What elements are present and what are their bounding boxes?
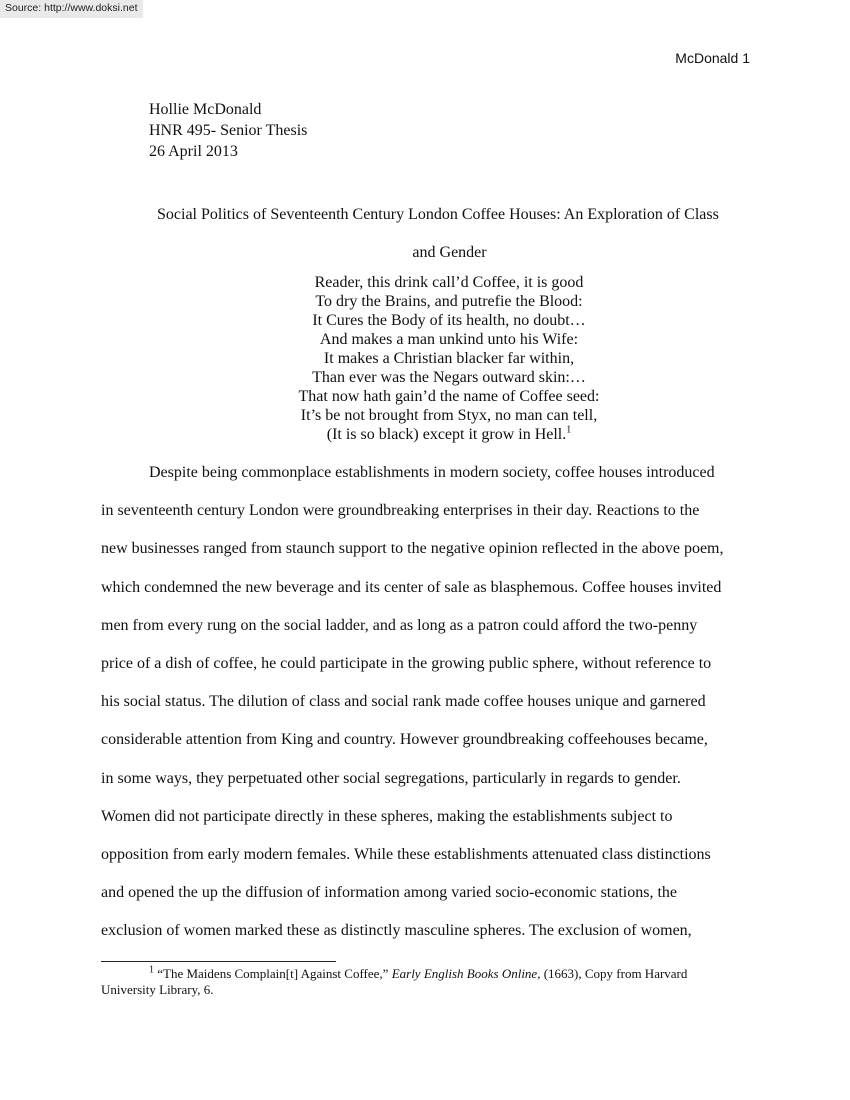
body-line: his social status. The dilution of class and social rank made coffee houses unique and garnered [101, 693, 706, 711]
poem-line: It’s be not brought from Styx, no man can tell, [300, 407, 598, 424]
body-line: considerable attention from King and country. However groundbreaking coffeehouses became, [101, 731, 708, 749]
title-line-1: Social Politics of Seventeenth Century London Coffee Houses: An Exploration of Class [157, 206, 719, 223]
footnote-title: “The Maidens Complain[t] Against Coffee,” [157, 966, 389, 981]
body-paragraph [101, 454, 797, 951]
body-line: new businesses ranged from staunch support to the negative opinion reflected in the above poem, [101, 540, 724, 558]
footnote-line-2: University Library, 6. [101, 982, 214, 997]
footnote-line-1 [101, 966, 797, 982]
body-line: in seventeenth century London were groundbreaking enterprises in their day. Reactions to the [101, 502, 700, 520]
poem-last-line-text: (It is so black) except it grow in Hell. [326, 426, 567, 443]
body-line: which condemned the new beverage and its center of sale as blasphemous. Coffee houses invited [101, 578, 722, 596]
course-name: HNR 495- Senior Thesis [149, 122, 308, 139]
body-line: men from every rung on the social ladder, and as long as a patron could afford the two-penny [101, 616, 698, 634]
body-line: in some ways, they perpetuated other social segregations, particularly in regards to gender. [101, 769, 681, 787]
source-banner: Source: http://www.doksi.net [0, 0, 143, 18]
poem-line: Than ever was the Negars outward skin:… [312, 369, 586, 386]
body-line: price of a dish of coffee, he could participate in the growing public sphere, without reference to [101, 655, 712, 673]
title-line-2: and Gender [412, 244, 487, 261]
body-line: and opened the up the diffusion of information among varied socio-economic stations, the [101, 884, 678, 902]
body-line: Women did not participate directly in these spheres, making the establishments subject to [101, 807, 673, 825]
footnote-source: Early English Books Online, [391, 966, 541, 981]
poem-line: It Cures the Body of its health, no doubt… [312, 312, 586, 329]
author-name: Hollie McDonald [149, 101, 262, 118]
epigraph-poem [101, 273, 797, 444]
paper-date: 26 April 2013 [149, 143, 238, 160]
poem-line: Reader, this drink call’d Coffee, it is good [314, 274, 584, 291]
poem-line: That now hath gain’d the name of Coffee seed: [298, 388, 600, 405]
body-line: exclusion of women marked these as distinctly masculine spheres. The exclusion of women, [101, 922, 692, 940]
poem-line: It makes a Christian blacker far within, [323, 350, 575, 367]
poem-line: And makes a man unkind unto his Wife: [319, 331, 579, 348]
footnote-reference[interactable]: 1 [566, 424, 572, 436]
footnote-rest: (1663), Copy from Harvard [543, 966, 688, 981]
poem-line [101, 425, 797, 444]
footnote [101, 966, 797, 998]
body-line: opposition from early modern females. While these establishments attenuated class distinctions [101, 846, 711, 864]
paper-title [101, 196, 798, 272]
footnote-divider [101, 961, 336, 962]
poem-line: To dry the Brains, and putrefie the Blood: [315, 293, 583, 310]
body-line: Despite being commonplace establishments in modern society, coffee houses introduced [149, 464, 715, 481]
heading-block [149, 99, 307, 162]
footnote-number: 1 [149, 964, 154, 976]
page-header: McDonald 1 [675, 50, 750, 66]
